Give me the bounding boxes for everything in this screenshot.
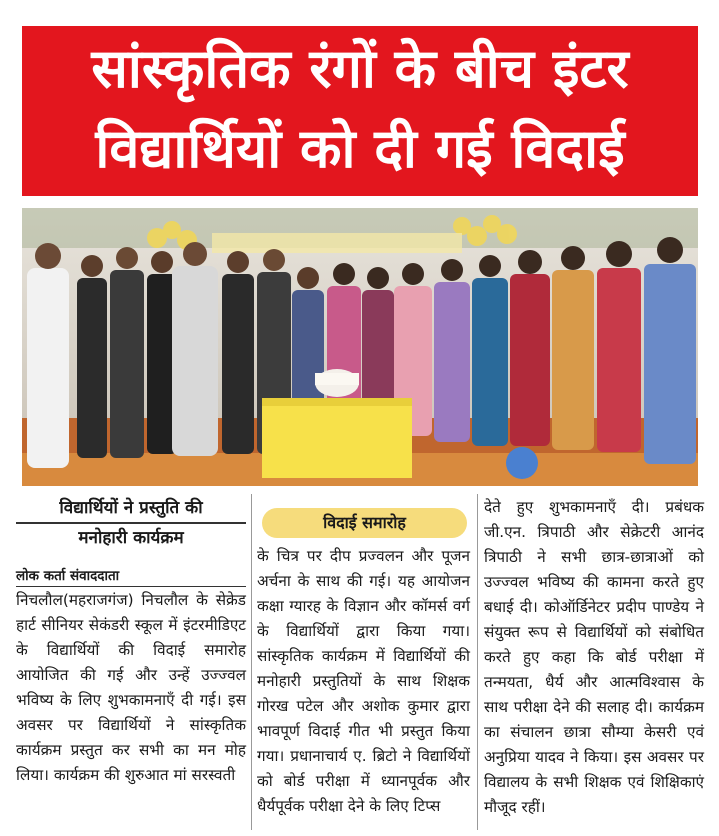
column-divider-2 [477, 494, 478, 830]
article-text-3: देते हुए शुभकामनाएँ दी। प्रबंधक जी.एन. त्रिपाठी और सेक्रेटरी आनंद त्रिपाठी ने सभी छात्र-छात्राओं को उज्ज्वल भविष्य की कामना करते हुए बधाई दी। कोऑर्डिनेटर प्रदीप पाण्डेय ने संयुक्त रूप से विद्यार्थियों को संबोधित करते हुए कहा कि बोर्ड परीक्षा में तन्मयता, धैर्य और आत्मविश्वास के साथ परीक्षा देने की सलाह दी। कार्यक्रम का संचालन छात्रा सौम्या केसरी एवं अनुप्रिया यादव ने किया। इस अवसर पर विद्यालय के सभी शिक्षक एवं शिक्षिकाएं मौजूद रहीं। [484, 498, 704, 816]
section-label: विदाई समारोह [262, 508, 467, 538]
article-column-1 [16, 588, 246, 788]
byline: लोक कर्ता संवाददाता [16, 566, 246, 587]
headline-line-1: सांस्कृतिक रंगों के बीच इंटर [91, 37, 629, 100]
headline-line-2: विद्यार्थियों को दी गई विदाई [95, 117, 625, 180]
article-column-3 [484, 495, 704, 820]
group-photo [22, 208, 698, 486]
article-text-1: निचलौल(महराजगंज) निचलौल के सेक्रेड हार्ट सीनियर सेकंडरी स्कूल में इंटरमीडिएट के विद्यार्थियों की विदाई समारोह आयोजित की गई और उन्हें उज्ज्वल भविष्य के लिए शुभकामनाएँ दी गई। इस अवसर पर विद्यार्थियों ने सांस्कृतिक कार्यक्रम प्रस्तुत कर सभी का मन मोह लिया। कार्यक्रम की शुरुआत मां सरस्वती [16, 591, 246, 784]
top-strip [0, 0, 719, 22]
headline-banner [22, 26, 698, 196]
article-column-2 [257, 544, 470, 819]
column-divider-1 [251, 494, 252, 830]
subheading-line-2: मनोहारी कार्यक्रम [78, 528, 184, 548]
subheading-line-1: विद्यार्थियों ने प्रस्तुति की [16, 494, 246, 524]
subheading [16, 494, 246, 552]
article-text-2: के चित्र पर दीप प्रज्वलन और पूजन अर्चना के साथ की गई। यह आयोजन कक्षा ग्यारह के विज्ञान और कॉमर्स वर्ग के विद्यार्थियों द्वारा किया गया। सांस्कृतिक कार्यक्रम में विद्यार्थियों की मनोहारी प्रस्तुतियों के साथ शिक्षक गोरख पटेल और अशोक कुमार द्वारा भावपूर्ण विदाई गीत भी प्रस्तुत किया गया। प्रधानाचार्य ए. ब्रिटो ने विद्यार्थियों को बोर्ड परीक्षा में ध्यानपूर्वक और धैर्यपूर्वक परीक्षा देने के लिए टिप्स [257, 547, 470, 815]
